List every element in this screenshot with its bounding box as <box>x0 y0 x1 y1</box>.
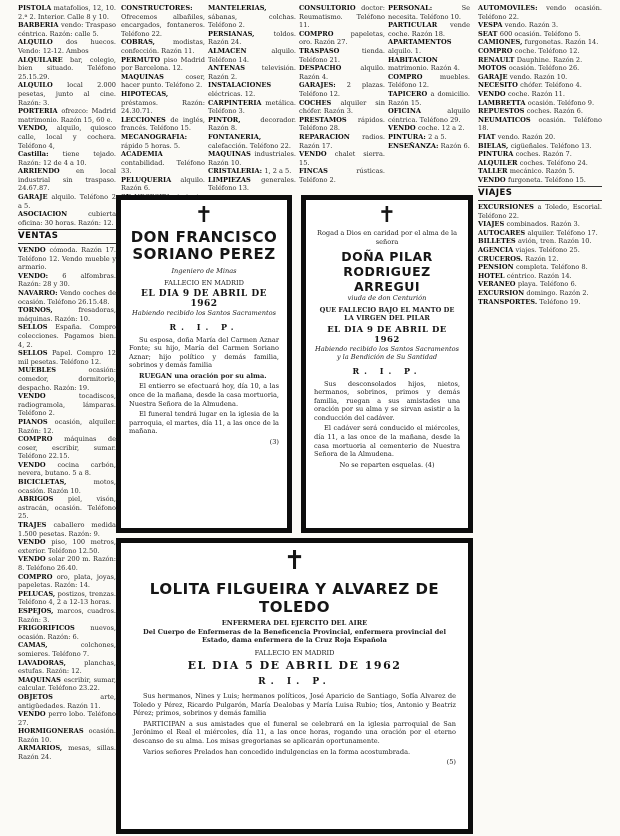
classified-column-4 <box>299 4 385 194</box>
classified-ad: PERMUTO piso Madrid por Barcelona. 12. <box>121 55 205 73</box>
classified-ad: VENDO cómoda. Razón 17. Teléfono 12. Vendo mueble y armario. <box>18 246 116 272</box>
classified-ad: TORNOS, fresadoras, máquinas. Razón: 10. <box>18 306 116 323</box>
classified-ad: ALQUILO dos huecos. Vendo: 12-12. Ambos <box>18 38 116 55</box>
classified-ad: MUEBLES ocasión: comedor, dormitorio, despacho. Razón: 19. <box>18 366 116 392</box>
classified-ad: VENDO piso, 100 metros, exterior. Teléfono 12.50. <box>18 538 116 555</box>
classified-ad: LAMBRETTA ocasión. Teléfono 9. <box>478 98 595 107</box>
profession: Ingeniero de Minas <box>171 267 237 275</box>
classified-ad: ALQUILO local 2.000 pesetas, junto al cine. Razón: 3. <box>18 81 116 107</box>
classified-ad: VENDO: 6 alfombras. Razón: 28 y 30. <box>18 271 116 289</box>
classified-ad: VESPA vendo. Razón 3. <box>478 21 559 30</box>
classified-ad: TRANSPORTES. Teléfono 19. <box>478 297 581 306</box>
classified-ad: VENDO coche. 12 a 2. <box>388 124 465 133</box>
role: ENFERMERA DEL EJERCITO DEL AIRE <box>221 619 368 627</box>
classified-list <box>388 4 470 150</box>
classified-ad: HIPOTECAS, préstamos. Razón: 24.30.71. <box>121 89 205 116</box>
column-rule <box>478 186 602 187</box>
classified-ad: BARBERIA vendo: Traspaso céntrica. Razón: calle 5. <box>18 21 116 38</box>
classified-ad: GARAJE vendo. Razón 10. <box>478 72 568 81</box>
classified-ad: HORMIGONERAS ocasión. Razón 10. <box>18 727 116 744</box>
classified-ad: VERANEO playa. Teléfono 6. <box>478 280 577 289</box>
classified-list <box>121 4 205 227</box>
classified-ad: CAMIONES, furgonetas. Razón 14. <box>478 38 599 47</box>
obituary-filgueira <box>116 538 473 834</box>
classified-ad: ESPEJOS, marcos, cuadros. Razón: 3. <box>18 606 116 624</box>
funeral-text: El entierro se efectuará hoy, día 10, a las once de la mañana, desde la casa mortuoria, Nuestra Señora de la Almudena. <box>129 382 279 408</box>
classified-ad: ASOCIACION cubierta oficina: 30 horas. Razón: 12. <box>18 210 116 227</box>
died-text: QUE FALLECIO BAJO EL MANTO DE LA VIRGEN DEL PILAR <box>319 305 455 322</box>
family-text: Su esposa, doña María del Carmen Aznar Fonte; su hijo, María del Carmen Soriano Aznar; hijo político y demás familia, sobrinos y demás familia <box>129 335 279 370</box>
classified-ad: TALLER mecánico. Razón 5. <box>478 167 575 176</box>
classified-ad: CAMAS, colchones, somieres. Teléfono 7. <box>18 641 116 658</box>
participan-text: PARTICIPAN a sus amistades que el funeral se celebrará en la iglesia parroquial de San Jerónimo el Real el miércoles, día 11, a las once horas, rogando una oración por el eterno descanso de su alma. Los misas gregorianas se aplicarán oportunamente. <box>133 719 456 745</box>
classified-ad: MAQUINAS coser, hacer punto. Teléfono 2. <box>121 72 205 90</box>
classified-ad: COMPRO oro, plata, joyas, papeletas. Razón: 14. <box>18 572 116 590</box>
classified-ad: ALMACEN alquilo. Teléfono 14. <box>208 46 296 64</box>
classified-ad: DESPACHO alquilo. Razón 4. <box>299 64 385 81</box>
classified-ad: PARTICULAR vende coche. Razón 18. <box>388 21 470 38</box>
classified-ad: CARPINTERIA metálica. Teléfono 3. <box>208 98 296 116</box>
mass-text: El funeral tendrá lugar en la iglesia de la parroquia, el martes, día 11, a las once de la mañana. <box>129 410 279 436</box>
classified-ad: MECANOGRAFIA: rápido 5 horas. 5. <box>121 132 188 150</box>
ruegan-text: RUEGAN una oración por su alma. <box>139 371 267 380</box>
classified-ad: PELUCAS, postizos, trenzas. Teléfono 4, 2 a 12-13 horas. <box>18 589 116 607</box>
classified-ad: COMPRO máquinas de coser, escribir, sumar. Teléfono 22.15. <box>18 435 116 461</box>
classified-ad: REPUESTOS coches. Razón 6. <box>478 107 583 116</box>
classified-column-3 <box>208 4 296 194</box>
classified-ad: COMPRO papeletas, oro. Razón 27. <box>299 29 385 47</box>
classified-ad: ARMARIOS, mesas, sillas. Razón 24. <box>18 744 117 762</box>
classified-ad: PIANOS ocasión, alquiler. Razón: 12. <box>18 417 116 435</box>
classified-ad: COMPRO coche. Teléfono 12. <box>478 46 580 55</box>
classified-ad: NECESITO chófer. Teléfono 4. <box>478 81 582 90</box>
classified-column-6 <box>478 4 602 830</box>
classified-ad: PISTOLA matafolios, 12, 10. 2.ª 2. Interior. Calle 8 y 10. <box>18 4 116 21</box>
classified-ad: ACADEMIA contabilidad. Teléfono 33. <box>121 150 205 176</box>
classified-list-ventas <box>18 246 116 762</box>
classified-list-automoviles <box>478 4 602 184</box>
classified-ad: SELLOS Papel. Compro 12 mil pesetas. Teléfono 12. <box>18 349 116 366</box>
classified-ad: NEUMATICOS ocasión. Teléfono 18. <box>478 115 602 133</box>
classified-ad: PINTURA coches. Razón 7. <box>478 150 572 159</box>
obituary-rodriguez <box>301 195 473 533</box>
rip: R. I. P. <box>258 677 331 687</box>
classified-ad: HABITACION matrimonio. Razón 4. <box>388 55 460 73</box>
classified-ad: VENDO, alquilo, quiosco calle, local y cochera. Teléfono 4, <box>18 124 116 150</box>
classified-ad: INSTALACIONES eléctricas. 12. <box>208 81 272 98</box>
classified-ad: MANTELERIAS, sábanas, colchas. Teléfono 2. <box>208 4 296 30</box>
rip: R. I. P. <box>352 365 422 376</box>
deceased-name: DOÑA PILAR RODRIGUEZ ARREGUI <box>341 249 433 294</box>
classified-ad: LAVADORAS, planchas, estufas. Razón: 12. <box>18 658 116 676</box>
classified-ad: Castilla: tiene tejado. Razón: 12 de 4 a 10. <box>18 150 116 167</box>
classified-ad: FINCAS rústicas. Teléfono 2. <box>299 167 385 184</box>
classified-ad: COBRAS, modistas, confección. Razón 11. <box>121 38 205 55</box>
subtitle: viuda de don Centurión <box>347 294 427 302</box>
classified-ad: MAQUINAS industriales. Razón 10. <box>208 150 296 167</box>
column-rule <box>478 200 602 201</box>
notice-ref: (5) <box>446 758 456 767</box>
classified-ad: CRISTALERIA: 1, 2 a 5. <box>208 167 292 176</box>
classified-ad: AUTOCARES alquiler. Teléfono 17. <box>478 228 598 237</box>
classified-ad: BILLETES avión, tren. Razón 10. <box>478 237 592 246</box>
classified-ad: PELUQUERIA alquilo. Razón 6. <box>121 175 205 193</box>
classified-list-top <box>18 4 116 227</box>
classified-ad: BICICLETAS, motos, ocasión. Razón 10. <box>18 478 116 495</box>
notice-ref: No se reparten esquelas. (4) <box>339 460 435 469</box>
classified-ad: EXCURSION domingo. Razón 2. <box>478 289 589 297</box>
classified-ad: TAPICERO a domicilio. Razón 15. <box>388 89 470 107</box>
classified-ad: FRIGORIFICOS nuevos, ocasión. Razón: 6. <box>18 624 116 641</box>
classified-ad: ABRIGOS piel, visón, astracán, ocasión. Teléfono 25. <box>18 495 116 521</box>
deceased-name: DON FRANCISCO SORIANO PEREZ <box>130 228 278 263</box>
classified-ad: ENSEÑANZA: Razón 6. <box>388 141 470 150</box>
classified-ad: TRAJES caballero medida 1.500 pesetas. Razón: 9. <box>18 521 116 538</box>
classified-ad: FIAT vendo. Razón 20. <box>478 132 556 141</box>
section-heading-viajes: VIAJES <box>478 188 513 199</box>
classified-ad: VENDO perro lobo. Teléfono 27. <box>18 710 116 727</box>
notice-ref: (3) <box>269 438 279 447</box>
classified-ad: SELLOS España. Compro colecciones. Pagamos bien. 4, 2. <box>18 323 116 349</box>
classified-ad: BIELAS, cigüeñales. Teléfono 13. <box>478 141 592 150</box>
classified-ad: CONSTRUCTORES: Ofrecemos albañiles, encargados, fontaneros. Teléfono 22. <box>121 4 205 38</box>
classified-ad: OBJETOS arte, antigüedades. Razón 11. <box>18 692 116 710</box>
classified-ad: EXCURSIONES a Toledo, Escorial. Teléfono 22. <box>478 203 602 220</box>
classified-ad: ANTENAS televisión. Razón 2. <box>208 64 296 81</box>
classified-ad: LIMPIEZAS generales. Teléfono 13. <box>208 175 296 193</box>
column-rule <box>18 243 116 244</box>
cross-icon: ✝ <box>194 203 214 228</box>
classified-ad: VENDO chalet sierra. 15. <box>299 150 385 167</box>
classified-ad: PERSIANAS, toldos. Razón 24. <box>208 29 296 47</box>
classified-column-2 <box>121 4 205 194</box>
column-rule <box>18 229 116 230</box>
date-of-death: EL DIA 9 DE ABRIL DE 1962 <box>140 289 268 309</box>
classified-ad: ALQUILARE bar, colegio, bien situado. Teléfono 25.15.29. <box>18 55 117 81</box>
family-text: Sus hermanos, Nines y Luis; hermanos políticos, José Aparicio de Santiago, Sofía Alvarez de Toledo y Pérez, Ricardo Pulgarón, María Dealobas y María Luisa Rubio; tíos, Antonio y Beatriz Pérez; primos, sobrinos y demás familia <box>133 692 456 718</box>
prayer-header: Rogad a Dios en caridad por el alma de la señora <box>317 229 457 246</box>
classified-ad: PENSION completa. Teléfono 8. <box>478 263 588 272</box>
died-in: FALLECIO EN MADRID <box>254 648 335 657</box>
classified-ad: RENAULT Dauphine. Razón 2. <box>478 55 583 64</box>
date-of-death: EL DIA 9 DE ABRIL DE 1962 <box>327 324 447 345</box>
deceased-name: LOLITA FILGUEIRA Y ALVAREZ DE TOLEDO <box>149 580 440 616</box>
classified-ad: VIAJES combinados. Razón 3. <box>478 220 580 229</box>
obituary-soriano <box>116 195 292 533</box>
classified-ad: TRASPASO tienda. Teléfono 21. <box>299 46 385 64</box>
classified-column-1 <box>18 4 116 830</box>
indulgences-text: Varios señores Prelados han concedido indulgencias en la forma acostumbrada. <box>143 747 411 756</box>
classified-ad: AUTOMOVILES: vendo ocasión. Teléfono 22. <box>478 4 602 21</box>
died-in: FALLECIO EN MADRID <box>164 278 244 287</box>
classified-ad: CONSULTORIO doctor: Reumatismo. Teléfono 11. <box>299 4 385 30</box>
classified-ad: HOTEL céntrico. Razón 14. <box>478 271 572 280</box>
classified-ad: PORTERIA ofrezco: Madrid matrimonio. Razón 15, 60 e. <box>18 107 116 124</box>
classified-ad: COMPRO muebles. Teléfono 12. <box>388 72 470 90</box>
funeral-text: El cadáver será conducido el miércoles, día 11, a las once de la mañana, desde la casa mortuoria al cementerio de Nuestra Señora de la Almudena. <box>314 424 460 459</box>
classified-ad: OFICINA alquilo céntrica. Teléfono 29. <box>388 107 470 124</box>
classified-ad: ARRIENDO en local industrial sin traspaso. 24.67.87. <box>18 167 116 193</box>
classified-list <box>208 4 296 193</box>
date-of-death: EL DIA 5 DE ABRIL DE 1962 <box>187 659 402 672</box>
classified-ad: GARAJE alquilo. Teléfono 2 a 5. <box>18 193 116 210</box>
corps-text: Del Cuerpo de Enfermeras de la Beneficencia Provincial, enfermera provincial del Estado, dama enfermera de la Cruz Roja Española <box>143 627 446 644</box>
classified-ad: PINTURA: 2 a 5. <box>388 132 447 141</box>
classified-ad: COCHES alquiler sin chófer. Razón 3. <box>299 98 385 116</box>
classified-ad: VENDO coche. Razón 11. <box>478 89 565 98</box>
cross-icon: ✝ <box>377 203 397 228</box>
classified-ad: CRUCEROS. Razón 12. <box>478 254 559 263</box>
classified-ad: PRESTAMOS rápidos. Teléfono 28. <box>299 115 385 133</box>
classified-ad: VENDO solar 200 m. Razón: 8. Teléfono 26.40. <box>18 555 116 572</box>
classified-list <box>299 4 385 184</box>
classified-ad: FONTANERIA, calefacción. Teléfono 22. <box>208 132 291 150</box>
classified-ad: ALQUILER coches. Teléfono 24. <box>478 158 588 167</box>
classified-ad: PERSONAL: Se necesita. Teléfono 10. <box>388 4 470 21</box>
classified-ad: VENDO tocadiscos, radiogramola, lámparas. Teléfono 2. <box>18 392 116 418</box>
classified-ad: MOTOS ocasión. Teléfono 26. <box>478 64 580 73</box>
rip: R. I. P. <box>169 321 239 332</box>
notice-body <box>133 692 456 756</box>
classified-column-5 <box>388 4 470 194</box>
classified-list-viajes <box>478 203 602 306</box>
classified-ad: GARAJES: 2 plazas. Teléfono 12. <box>299 81 386 98</box>
section-heading-ventas: VENTAS <box>18 231 59 242</box>
cross-icon: ✝ <box>283 546 306 576</box>
family-text: Sus desconsolados hijos, nietos, hermanos, sobrinos, primos y demás familia, ruegan a sus amistades una oración por su alma y se sirvan asistir a la conducción del cadáver. <box>314 379 460 422</box>
sacraments: Habiendo recibido los Santos Sacramentos <box>132 309 276 317</box>
classified-ad: PINTOR, decorador. Razón 8. <box>208 115 296 133</box>
classified-ad: REPARACION radios. Razón 17. <box>299 132 385 150</box>
classified-ad: APARTAMENTOS alquilo. 1. <box>388 38 452 55</box>
classified-ad: NAVARRO: Vendo coches de ocasión. Teléfono 26.15.48. <box>18 289 116 306</box>
classified-ad: VENDO furgoneta. Teléfono 15. <box>478 175 586 184</box>
sacraments: Habiendo recibido los Santos Sacramentos y la Bendición de Su Santidad <box>315 344 459 361</box>
notice-body <box>314 380 460 459</box>
classified-ad: VENDO cocina carbón, nevera, butano. 5 a 8. <box>18 460 116 478</box>
classified-ad: SEAT 600 ocasión. Teléfono 5. <box>478 29 581 38</box>
classified-ad: LECCIONES de inglés, francés. Teléfono 15. <box>121 115 205 133</box>
notice-body <box>129 336 279 437</box>
classified-ad: MAQUINAS escribir, sumar, calcular. Teléfono 23.22. <box>18 675 116 693</box>
classified-ad: AGENCIA viajes. Teléfono 25. <box>478 246 580 255</box>
